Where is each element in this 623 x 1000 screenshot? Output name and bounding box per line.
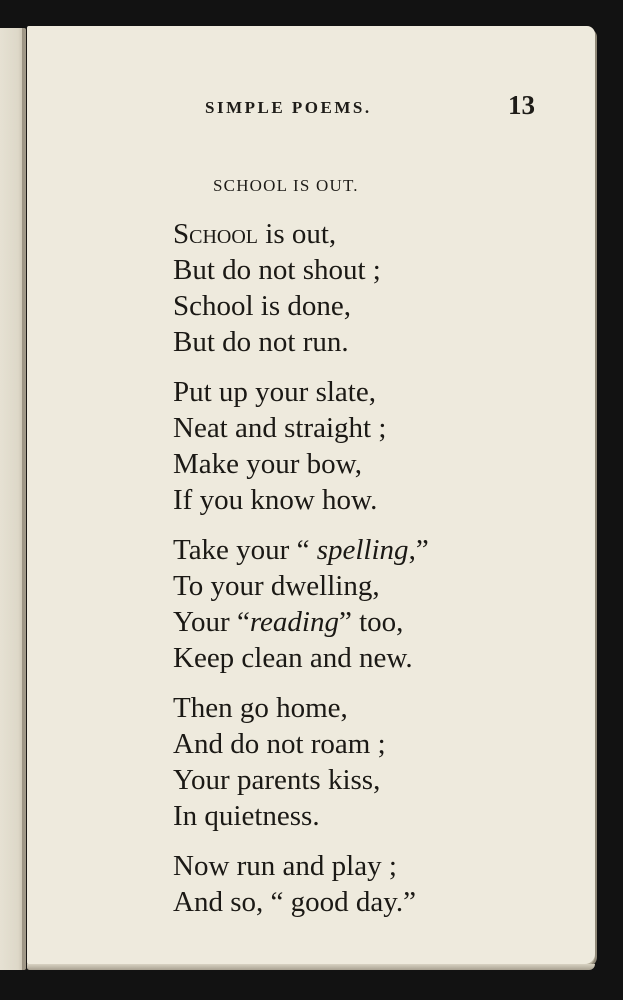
poem-line: Your parents kiss, bbox=[173, 764, 381, 796]
poem-line: To your dwelling, bbox=[173, 570, 380, 602]
poem-line bbox=[173, 532, 553, 568]
poem-line: School is done, bbox=[173, 290, 352, 322]
stanza-1 bbox=[173, 216, 553, 360]
poem-line bbox=[173, 604, 553, 640]
poem-line: And so, “ good day.” bbox=[173, 886, 416, 918]
poem-line: Keep clean and new. bbox=[173, 642, 413, 674]
small-caps-word: School bbox=[173, 218, 259, 250]
italic-word: reading bbox=[249, 606, 339, 638]
page-header bbox=[27, 90, 595, 124]
poem-line: And do not roam ; bbox=[173, 728, 386, 760]
book-page bbox=[27, 26, 595, 964]
poem-line: Make your bow, bbox=[173, 448, 362, 480]
line-text: is out, bbox=[258, 218, 337, 250]
poem-line: Then go home, bbox=[173, 692, 348, 724]
poem-line: Now run and play ; bbox=[173, 850, 397, 882]
italic-word: spelling bbox=[316, 534, 409, 566]
poem-line: Put up your slate, bbox=[173, 376, 376, 408]
poem-line: In quietness. bbox=[173, 800, 320, 832]
stanza-3 bbox=[173, 532, 553, 676]
stanza-5 bbox=[173, 848, 553, 920]
line-text: ” too, bbox=[338, 606, 404, 638]
poem-line: But do not shout ; bbox=[173, 254, 381, 286]
stanza-4 bbox=[173, 690, 553, 834]
line-text: Take your “ bbox=[173, 534, 317, 566]
stanza-2 bbox=[173, 374, 553, 518]
poem-title: SCHOOL IS OUT. bbox=[213, 176, 359, 195]
page-number: 13 bbox=[508, 90, 535, 120]
poem-line: Neat and straight ; bbox=[173, 412, 387, 444]
poem-line: But do not run. bbox=[173, 326, 349, 358]
running-title: SIMPLE POEMS. bbox=[205, 98, 372, 117]
poem-line bbox=[173, 216, 553, 252]
poem-body bbox=[173, 216, 553, 934]
line-text: ,” bbox=[408, 534, 429, 566]
poem-line: If you know how. bbox=[173, 484, 378, 516]
line-text: Your “ bbox=[173, 606, 250, 638]
